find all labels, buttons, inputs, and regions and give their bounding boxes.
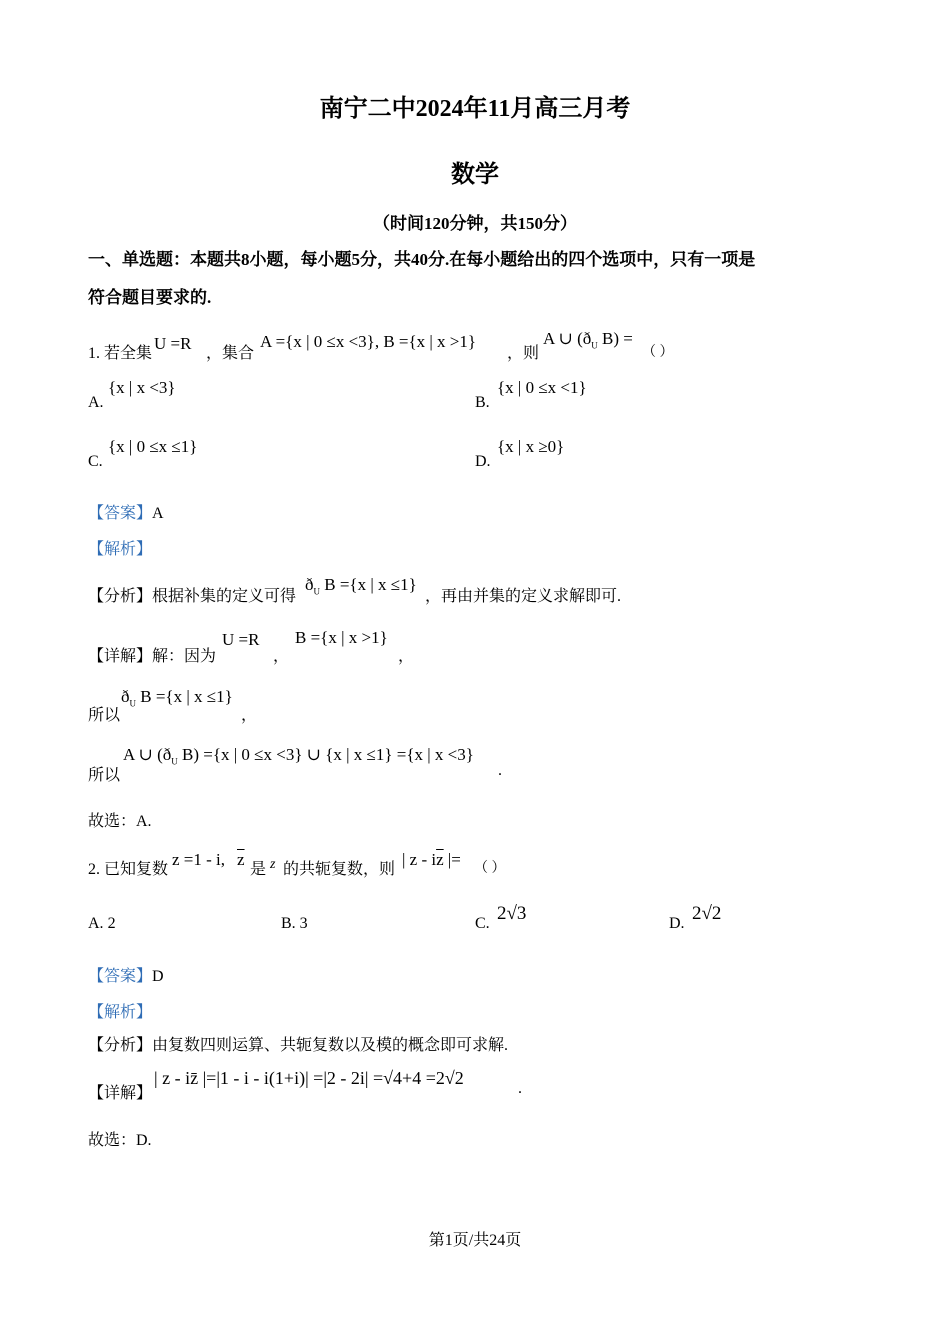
page-number: 第1页/共24页 <box>428 1232 522 1249</box>
answer-value: D <box>152 968 164 985</box>
q1-detail-math-b: B ={x | x >1} <box>295 628 388 647</box>
q1-detail-sep: ， <box>273 648 290 665</box>
q1-option-a-label: A. <box>88 394 104 411</box>
q1-math-universal: U =R <box>154 334 192 353</box>
q2-option-d-value: 2√2 <box>692 903 722 924</box>
q1-fenxi-end: ，再由并集的定义求解即可. <box>425 588 622 605</box>
q1-so2-math: A ∪ ($ð_U$ B) ={x | 0 ≤x <3} ∪ {x | x ≤1} ={x | x <3} <box>123 745 474 767</box>
time-info: （时间120分钟，共150分） <box>373 214 577 233</box>
detail-tag: 【详解】 <box>88 648 153 665</box>
q1-answer-line <box>88 500 164 523</box>
q1-so2-label: 所以 <box>88 767 121 784</box>
q1-so1-label: 所以 <box>88 707 121 724</box>
q2-option-c-label: C. <box>475 915 490 932</box>
q1-detail-line: 【详解】解：因为 <box>88 648 217 665</box>
exam-title: 南宁二中2024年11月高三月考 <box>319 96 631 122</box>
q2-math-zbar: $\overline{z}$ <box>237 850 245 869</box>
q1-answer-paren: （ ） <box>642 345 674 360</box>
q1-so2-end: . <box>498 762 502 779</box>
q1-so1-math: $ð_U$ B ={x | x ≤1} <box>121 687 233 709</box>
q1-stem-prefix: 1. 若全集 <box>88 345 153 362</box>
q2-fenxi-line: 【分析】由复数四则运算、共轭复数以及模的概念即可求解. <box>88 1037 509 1054</box>
q1-option-c-label: C. <box>88 453 103 470</box>
q1-so1-end: ， <box>241 707 258 724</box>
answer-tag: 【答案】 <box>88 968 153 985</box>
q2-math-z: z =1 - i, <box>172 850 226 869</box>
q1-analysis-tag: 【解析】 <box>88 541 153 558</box>
q2-choice: 故选：D. <box>88 1132 152 1149</box>
q2-stem-prefix: 2. 已知复数 <box>88 861 169 878</box>
q2-detail-tag: 【详解】 <box>88 1085 153 1102</box>
q2-answer-paren: （ ） <box>474 861 506 876</box>
q1-option-d-value: {x | x ≥0} <box>497 437 565 456</box>
q1-option-c-value: {x | 0 ≤x ≤1} <box>108 437 198 456</box>
q2-stem-is: 是 <box>250 861 267 878</box>
q1-stem-then: ，则 <box>507 345 540 362</box>
q1-math-question: A ∪ ($ð_U$ B) = <box>543 329 633 351</box>
q2-option-c-value: 2√3 <box>497 903 527 924</box>
answer-value: A <box>152 505 164 522</box>
q1-fenxi-math: $ð_U$ B ={x | x ≤1} <box>305 575 417 597</box>
q2-option-b: B. 3 <box>281 915 308 932</box>
q2-stem-conj: 的共轭复数，则 <box>283 861 396 878</box>
q1-math-sets: A ={x | 0 ≤x <3}, B ={x | x >1} <box>260 332 477 351</box>
q1-stem-mid: ，集合 <box>206 345 255 362</box>
q1-option-a-value: {x | x <3} <box>108 378 176 397</box>
fenxi-tag: 【分析】 <box>88 1037 153 1054</box>
q2-detail-math: | z - iz̄ |=|1 - i - i(1+i)| =|2 - 2i| =√4+4 =2√2 <box>154 1068 464 1088</box>
q2-answer-line <box>88 963 164 986</box>
answer-tag: 【答案】 <box>88 505 153 522</box>
q2-z-italic: z <box>270 857 276 872</box>
q1-choice: 故选：A. <box>88 813 152 830</box>
q2-option-a: A. 2 <box>88 915 116 932</box>
q1-detail-end: ， <box>398 648 415 665</box>
q1-fenxi-line: 【分析】根据补集的定义可得 <box>88 588 297 605</box>
q1-option-b-label: B. <box>475 394 490 411</box>
q2-analysis-tag: 【解析】 <box>88 1004 153 1021</box>
q1-option-d-label: D. <box>475 453 491 470</box>
section-heading-line2: 符合题目要求的. <box>88 288 212 307</box>
subject-title: 数学 <box>451 162 499 188</box>
q2-math-abs: | z - $i\overline{z}$ |= <box>402 850 461 869</box>
q1-detail-math-universal: U =R <box>222 630 260 649</box>
q2-option-d-label: D. <box>669 915 685 932</box>
section-heading-line1: 一、单选题：本题共8小题，每小题5分，共40分.在每小题给出的四个选项中，只有一项是 <box>88 250 756 269</box>
q1-option-b-value: {x | 0 ≤x <1} <box>497 378 587 397</box>
q2-detail-end: . <box>518 1080 522 1097</box>
fenxi-tag: 【分析】 <box>88 588 153 605</box>
